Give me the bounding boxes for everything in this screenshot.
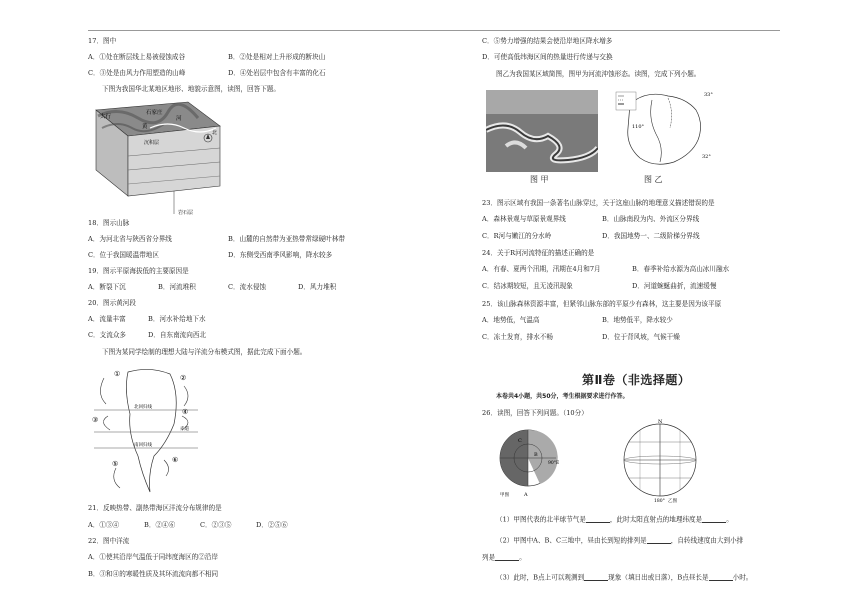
question-25: 25．该山脉森林资源丰富，但紧邻山脉东部的平原少有森林，这主要是因为该平原 <box>482 300 722 308</box>
q22-option-c: C．⑤势力增强的结果会使沿岸地区降水増多 <box>482 37 613 45</box>
q26-part-2b: 列是 。 <box>482 553 526 562</box>
polar-illumination-figure <box>496 424 572 500</box>
q18-option-b: B．山麓的自然带为亚热带常绿硬叶林带 <box>228 235 345 243</box>
q21-option-a: A．①③④ <box>88 521 120 529</box>
q26-part-1: （1）甲图代表的北半球节气是 ，此时太阳直射点的地理纬度是 。 <box>496 515 733 524</box>
label-chenji: 沉积层 <box>144 140 160 146</box>
q17-option-b: B．②处是相对上升形成的断块山 <box>228 53 326 61</box>
q18-option-a: A．为河北省与陕西省分界线 <box>88 235 172 243</box>
q23-option-b: B．山脉南段为内、外流区分界线 <box>602 215 700 223</box>
q17-option-a: A．①处在断层线上易被侵蚀成谷 <box>88 53 186 61</box>
q20-option-c: C．支流众多 <box>88 331 127 339</box>
q19-option-a: A．断裂下沉 <box>88 283 126 291</box>
ocean-current-diagram <box>88 364 228 504</box>
q24-option-d: D．河道蜿蜒曲折，流速缓慢 <box>632 282 717 290</box>
q23-option-c: C．R河与嫩江的分水岭 <box>482 232 552 240</box>
q26-part-2: （2）甲图中A、B、C三地中，昼由长到短的排列是 ，自转线速度由大到小排 <box>496 536 744 545</box>
current-6: ⑥ <box>172 456 179 464</box>
map-intro: 下图为我国华北某地区地形、地貌示意图，读图，回答下题。 <box>102 85 281 93</box>
question-18: 18．图示山脉 <box>88 219 130 227</box>
q23-option-d: D．我国地势一、二级阶梯分界线 <box>602 232 700 240</box>
answer-blank[interactable] <box>584 574 608 581</box>
answer-blank[interactable] <box>495 554 519 561</box>
current-1: ① <box>114 370 121 378</box>
q21-option-c: C．②③⑤ <box>200 521 232 529</box>
answer-blank[interactable] <box>702 516 726 523</box>
q21-option-b: B．②④⑥ <box>144 521 176 529</box>
question-26: 26．读图，回答下列问题。（10分） <box>482 409 588 417</box>
q18-option-c: C．位于我国暖温带地区 <box>88 251 159 259</box>
label-90e: 90°E <box>548 461 560 466</box>
q19-option-d: D．风力堆积 <box>298 283 337 291</box>
question-23: 23．图示区域有我国一条著名山脉穿过，关于这座山脉的地理意义描述错误的是 <box>482 199 715 207</box>
point-a: A <box>524 492 528 498</box>
question-17: 17．图中 <box>88 37 117 45</box>
label-180: 180° <box>654 499 665 504</box>
label-jiatu: 甲图 <box>500 493 509 498</box>
river-photo <box>486 90 598 172</box>
q22-option-d: D．可使高低纬海区间的热量进行传递与交换 <box>482 53 613 61</box>
answer-blank[interactable] <box>709 574 733 581</box>
photo-intro: 图乙为我国某区域简图，图甲为河流沖蚀形态。读图，完成下列小题。 <box>496 70 701 78</box>
section-title: 第Ⅱ卷（非选择题） <box>582 373 691 387</box>
label-yitu: 乙图 <box>668 499 677 504</box>
q25-option-d: D．位于背风坡，气候干燥 <box>602 333 680 341</box>
label-lon-110: 110° <box>632 124 645 130</box>
point-b: B <box>534 452 538 458</box>
caption-jia: 图 甲 <box>530 175 549 184</box>
region-map <box>612 88 722 176</box>
label-tropic-cancer: 北回归线 <box>134 405 152 410</box>
q19-option-c: C．流水侵蚀 <box>228 283 267 291</box>
label-yanshi: 岩石层 <box>178 210 194 216</box>
q21-option-d: D．②⑤⑥ <box>256 521 288 529</box>
current-5: ⑤ <box>112 460 119 468</box>
globe-figure <box>620 418 706 504</box>
q25-option-b: B．地势低平，降水较少 <box>602 316 673 324</box>
q18-option-d: D．东侧受西南季风影响，降水较多 <box>228 251 333 259</box>
section-note: 本卷共4小题，共50分，考生根据要求进行作答。 <box>496 393 629 400</box>
q24-option-c: C．结冰期较短，且无凌汛现象 <box>482 282 573 290</box>
caption-yi: 图 乙 <box>644 175 663 184</box>
header-rule <box>88 30 780 31</box>
q25-option-c: C．冻土发育，排水不畅 <box>482 333 553 341</box>
current-4: ④ <box>182 408 189 416</box>
question-19: 19．图示平原海拔低的主要原因是 <box>88 267 189 275</box>
question-20: 20．图示黄河段 <box>88 299 136 307</box>
q25-option-a: A．地势低，气温高 <box>482 316 540 324</box>
q24-option-b: B．春季补给水源为高山冰川融水 <box>632 265 730 273</box>
q22-option-a: A．①使其沿岸气温低于同纬度海区的②沿岸 <box>88 553 219 561</box>
label-lat-33: 33° <box>704 92 713 98</box>
q24-option-a: A．有春、夏两个汛期，汛期在4月和7月 <box>482 265 601 273</box>
point-c: C <box>518 438 522 444</box>
answer-blank[interactable] <box>586 516 610 523</box>
label-huang: 黄 <box>142 124 148 130</box>
label-north-pole: N <box>658 419 663 425</box>
question-22: 22．图中洋流 <box>88 537 130 545</box>
ocean-intro: 下图为某同学绘制的理想大陆与洋流分布模式图，据此完成下面小题。 <box>102 348 307 356</box>
q17-option-d: D．④处岩层中包含有丰富的化石 <box>228 69 326 77</box>
terrain-block-diagram <box>88 98 228 218</box>
label-lat-32: 32° <box>702 154 711 160</box>
q19-option-b: B．河流堆积 <box>158 283 196 291</box>
current-3: ③ <box>92 416 99 424</box>
q23-option-a: A．森林景观与草原景观界线 <box>482 215 566 223</box>
q22-option-b: B．③和④的寒暖性质及其环流流向都不相同 <box>88 570 219 578</box>
q17-option-c: C．③处是由风力作用塑造的山峰 <box>88 69 186 77</box>
label-equator: 赤道 <box>180 427 189 432</box>
question-24: 24．关于R河河流特征的描述正确的是 <box>482 249 595 257</box>
current-2: ② <box>180 374 187 382</box>
label-tropic-capricorn: 南回归线 <box>134 443 152 448</box>
q26-part-3: （3）此时，B点上可以观测到 现象（填日出或日落），B点昼长是 小时。 <box>496 573 753 582</box>
label-north: 北 <box>212 130 218 136</box>
label-he: 河 <box>176 116 182 122</box>
label-shijiazhuang: 石家庄 <box>146 110 163 116</box>
q20-option-d: D．自东南流向西北 <box>148 331 207 339</box>
q20-option-b: B．河水补给地下水 <box>148 315 206 323</box>
question-21: 21．反映热带、副热带海区洋流分布规律的是 <box>88 504 222 512</box>
answer-blank[interactable] <box>647 537 671 544</box>
label-taihang: 太行 <box>100 114 112 120</box>
q20-option-a: A．流量丰富 <box>88 315 126 323</box>
